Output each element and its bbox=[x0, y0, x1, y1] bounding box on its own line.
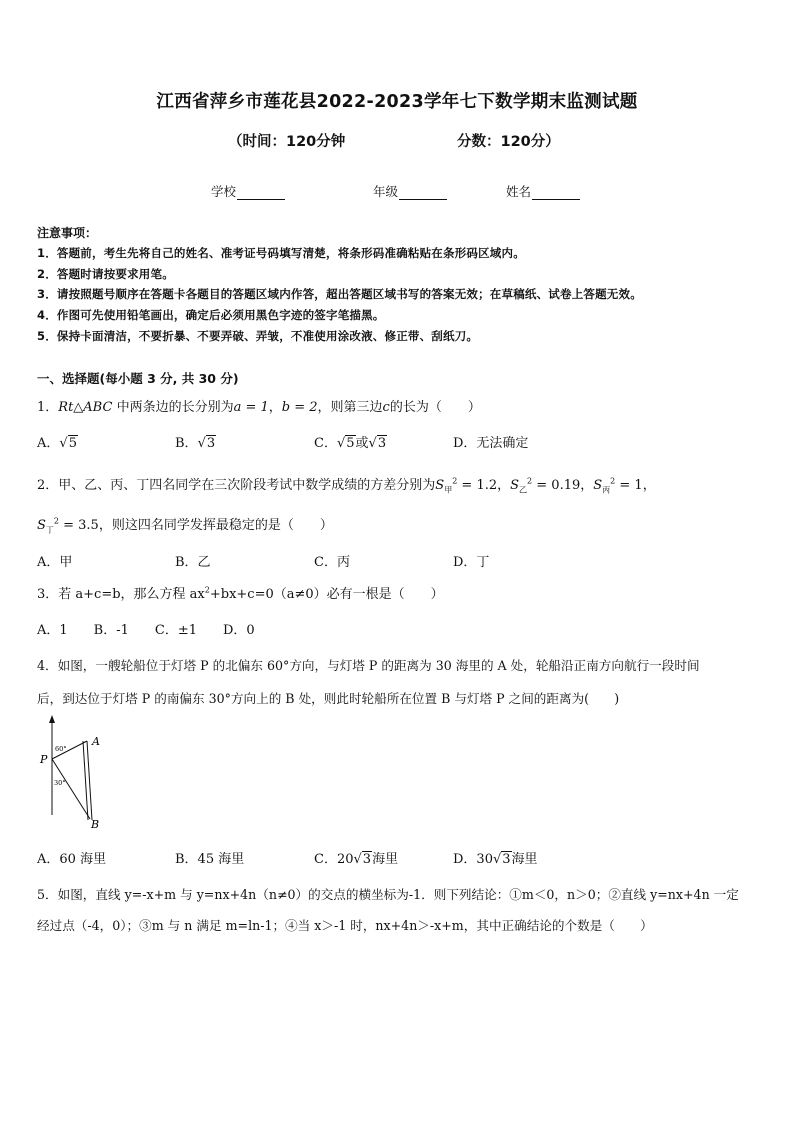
triangle-symbol: △ bbox=[73, 400, 84, 415]
c-variable: c bbox=[382, 400, 390, 415]
note-item: 3．请按照题号顺序在答题卡各题目的答题区域内作答，超出答题区域书写的答案无效；在草稿纸、试卷上答题无效。 bbox=[37, 287, 642, 301]
sqrt-symbol: √3 bbox=[197, 436, 216, 451]
subscript: 丙 bbox=[602, 485, 611, 495]
question-3-stem bbox=[37, 583, 444, 602]
label-b: B bbox=[91, 818, 100, 831]
name-blank bbox=[532, 186, 580, 200]
q3-text: 3．若 a+c=b，那么方程 ax bbox=[37, 587, 205, 602]
q2-option-c: C．丙 bbox=[314, 555, 350, 570]
sqrt-symbol: √3 bbox=[368, 436, 387, 451]
unit: 海里 bbox=[511, 852, 538, 867]
q1-text-2: ，则第三边 bbox=[317, 400, 383, 415]
q1-text-1: 中两条边的长分别为 bbox=[112, 400, 234, 415]
school-blank bbox=[237, 186, 285, 200]
lighthouse-figure bbox=[36, 715, 112, 833]
radicand: 5 bbox=[346, 436, 355, 451]
question-2-stem-line-1 bbox=[37, 474, 656, 496]
question-1-stem bbox=[37, 396, 481, 415]
label-a: A bbox=[92, 735, 100, 748]
q4-option-c bbox=[314, 848, 398, 867]
radicand: 3 bbox=[377, 436, 387, 451]
question-5-stem-line-1: 5．如图，直线 y=-x+m 与 y=nx+4n（n≠0）的交点的横坐标为-1．则下列结论：①m＜0，n＞0；②直线 y=nx+4n 一定 bbox=[37, 887, 739, 902]
q3-options: A．1 B．-1 C．±1 D．0 bbox=[37, 623, 255, 638]
q2-option-a: A．甲 bbox=[37, 555, 73, 570]
sqrt-symbol: √3 bbox=[353, 852, 372, 867]
subscript: 丁 bbox=[45, 525, 54, 535]
sqrt-symbol: √5 bbox=[59, 436, 77, 451]
school-label: 学校 bbox=[211, 184, 237, 199]
superscript: 2 bbox=[452, 476, 458, 486]
q4-option-b: B．45 海里 bbox=[175, 852, 245, 867]
sqrt-symbol: √3 bbox=[492, 852, 511, 867]
label-p: P bbox=[40, 753, 48, 766]
q1-option-b bbox=[175, 432, 216, 451]
exam-score: 分数：120分） bbox=[457, 134, 560, 150]
superscript: 2 bbox=[204, 585, 210, 595]
b-equation: b = 2 bbox=[281, 400, 318, 415]
option-label: D．30 bbox=[453, 852, 493, 867]
variance-value: = 0.19 bbox=[532, 478, 581, 493]
q2-text: 2．甲、乙、丙、丁四名同学在三次阶段考试中数学成绩的方差分别为 bbox=[37, 478, 436, 493]
radicand: 3 bbox=[206, 436, 216, 451]
variance-value: = 1 bbox=[615, 478, 643, 493]
exam-time: （时间：120分钟 bbox=[228, 134, 346, 150]
note-item: 2．答题时请按要求用笔。 bbox=[37, 267, 174, 281]
sqrt-symbol: √5 bbox=[336, 436, 355, 451]
radicand: 3 bbox=[502, 852, 511, 867]
name-label: 姓名 bbox=[506, 184, 532, 199]
notes-heading: 注意事项： bbox=[37, 226, 98, 240]
variance-symbol: S bbox=[37, 518, 46, 533]
variance-symbol: S bbox=[593, 478, 603, 493]
a-equation: a = 1 bbox=[233, 400, 269, 415]
separator: ， bbox=[642, 478, 656, 493]
q1-comma: ， bbox=[268, 400, 282, 415]
north-arrow-icon bbox=[49, 715, 55, 723]
question-5-stem-line-2: 经过点（-4，0）；③m 与 n 满足 m=ln-1；④当 x＞-1 时，nx+4n＞-x+m，其中正确结论的个数是（ ） bbox=[37, 918, 653, 933]
superscript: 2 bbox=[527, 476, 533, 486]
q2-option-d: D．丁 bbox=[453, 555, 490, 570]
q1-option-c bbox=[314, 432, 387, 451]
variance-value: = 1.2 bbox=[457, 478, 498, 493]
q2-text: ，则这四名同学发挥最稳定的是（ ） bbox=[98, 518, 333, 533]
triangle-name: ABC bbox=[83, 400, 113, 415]
question-number: 1． bbox=[37, 400, 59, 415]
q4-option-d bbox=[453, 848, 538, 867]
question-4-stem-line-2: 后，到达位于灯塔 P 的南偏东 30°方向上的 B 处，则此时轮船所在位置 B 与灯塔 P 之间的距离为( ) bbox=[37, 691, 620, 706]
option-label: B． bbox=[175, 436, 198, 451]
option-label: A． bbox=[37, 436, 60, 451]
q1-text-3: 的长为（ ） bbox=[389, 400, 481, 415]
question-2-stem-line-2 bbox=[37, 514, 333, 536]
option-label: C．20 bbox=[314, 852, 354, 867]
subscript: 乙 bbox=[519, 485, 528, 495]
grade-field bbox=[373, 182, 447, 200]
subscript: 甲 bbox=[444, 485, 453, 495]
grade-blank bbox=[399, 186, 447, 200]
q4-option-a: A．60 海里 bbox=[37, 852, 107, 867]
radicand: 5 bbox=[68, 436, 77, 451]
separator: ， bbox=[497, 478, 511, 493]
school-field bbox=[211, 182, 285, 200]
section-title: 一、选择题(每小题 3 分, 共 30 分) bbox=[37, 371, 239, 386]
question-4-stem-line-1: 4．如图，一艘轮船位于灯塔 P 的北偏东 60°方向，与灯塔 P 的距离为 30 海里的 A 处，轮船沿正南方向航行一段时间 bbox=[37, 658, 700, 673]
separator: ， bbox=[580, 478, 594, 493]
angle-60-label: 60° bbox=[55, 745, 67, 753]
q3-text: +bx+c=0（a≠0）必有一根是（ ） bbox=[209, 587, 444, 602]
superscript: 2 bbox=[53, 516, 59, 526]
superscript: 2 bbox=[610, 476, 616, 486]
note-item: 5．保持卡面清洁，不要折暴、不要弄破、弄皱，不准使用涂改液、修正带、刮纸刀。 bbox=[37, 329, 479, 343]
q1-option-d: D．无法确定 bbox=[453, 436, 529, 451]
unit: 海里 bbox=[372, 852, 399, 867]
angle-30-label: 30° bbox=[54, 779, 66, 787]
variance-symbol: S bbox=[510, 478, 520, 493]
page-title: 江西省萍乡市莲花县2022-2023学年七下数学期末监测试题 bbox=[156, 92, 638, 112]
name-field bbox=[506, 182, 580, 200]
q2-option-b: B．乙 bbox=[175, 555, 211, 570]
note-item: 1．答题前，考生先将自己的姓名、准考证号码填写清楚，将条形码准确粘贴在条形码区域内。 bbox=[37, 246, 525, 260]
variance-value: = 3.5 bbox=[59, 518, 99, 533]
variance-symbol: S bbox=[435, 478, 445, 493]
note-item: 4．作图可先使用铅笔画出，确定后必须用黑色字迹的签字笔描黑。 bbox=[37, 308, 385, 322]
rt-symbol: Rt bbox=[58, 400, 74, 415]
radicand: 3 bbox=[362, 852, 372, 867]
or-word: 或 bbox=[355, 436, 369, 451]
option-label: C． bbox=[314, 436, 337, 451]
q1-option-a bbox=[37, 432, 78, 451]
grade-label: 年级 bbox=[373, 184, 399, 199]
